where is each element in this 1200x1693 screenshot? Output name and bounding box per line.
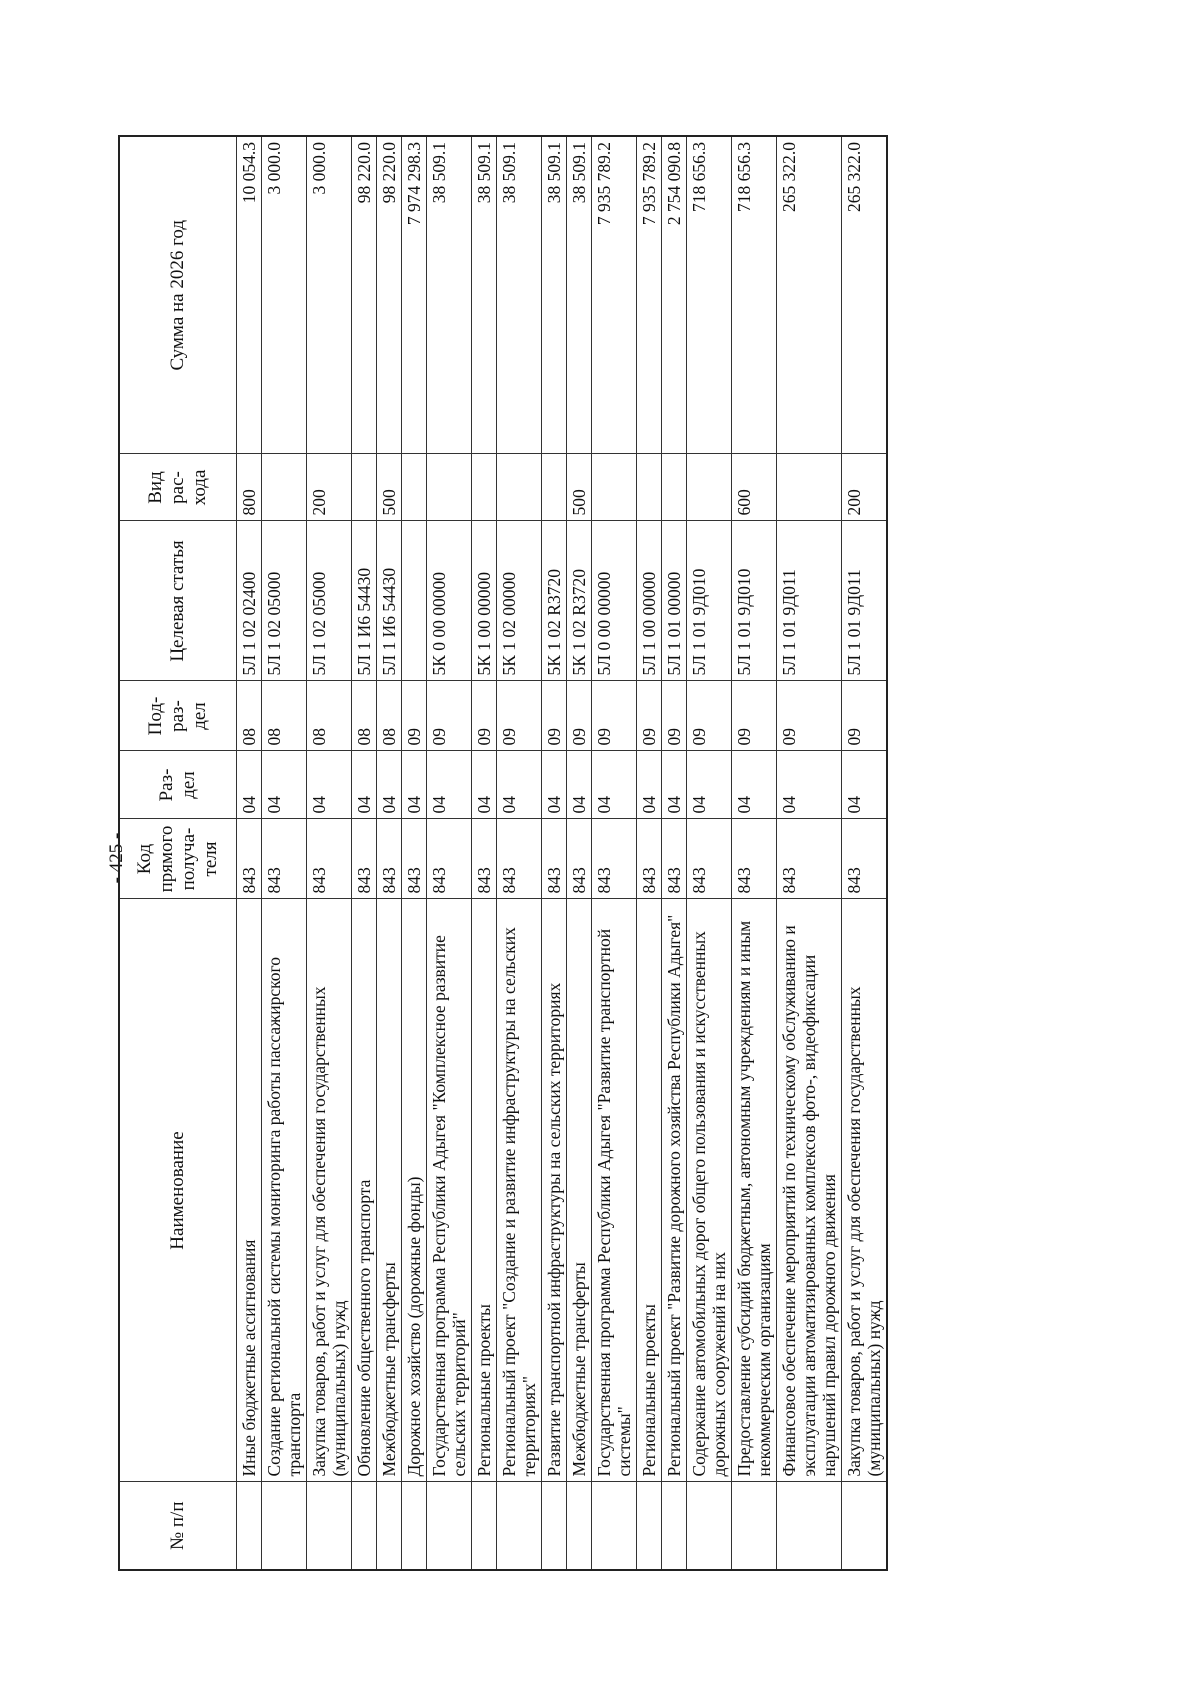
cell-pp xyxy=(687,1482,732,1570)
cell-section: 04 xyxy=(842,751,888,819)
header-target-article: Целевая статья xyxy=(119,521,237,681)
cell-section: 04 xyxy=(592,751,637,819)
cell-name: Содержание автомобильных дорог общего пользования и искусственных дорожных сооружений на них xyxy=(687,899,732,1482)
cell-name: Региональные проекты xyxy=(472,899,497,1482)
cell-subsection: 08 xyxy=(352,681,377,751)
cell-name: Региональный проект "Создание и развитие инфраструктуры на сельских территориях" xyxy=(497,899,542,1482)
cell-section: 04 xyxy=(262,751,307,819)
cell-recipient-code: 843 xyxy=(472,819,497,899)
cell-pp xyxy=(377,1482,402,1570)
cell-expense-type: 500 xyxy=(567,454,592,521)
cell-recipient-code: 843 xyxy=(427,819,472,899)
table-row xyxy=(472,136,497,1570)
cell-sum: 3 000.0 xyxy=(307,136,352,454)
cell-sum: 718 656.3 xyxy=(687,136,732,454)
cell-recipient-code: 843 xyxy=(237,819,262,899)
cell-name: Закупка товаров, работ и услуг для обеспечения государственных (муниципальных) нужд xyxy=(307,899,352,1482)
cell-target-article: 5Л 1 01 00000 xyxy=(662,521,687,681)
cell-subsection: 09 xyxy=(592,681,637,751)
cell-sum: 265 322.0 xyxy=(842,136,888,454)
cell-expense-type xyxy=(497,454,542,521)
cell-subsection: 09 xyxy=(542,681,567,751)
cell-pp xyxy=(662,1482,687,1570)
cell-pp xyxy=(402,1482,427,1570)
table-row xyxy=(377,136,402,1570)
cell-sum: 38 509.1 xyxy=(427,136,472,454)
cell-expense-type xyxy=(777,454,842,521)
cell-pp xyxy=(592,1482,637,1570)
cell-subsection: 09 xyxy=(427,681,472,751)
cell-recipient-code: 843 xyxy=(592,819,637,899)
table-row xyxy=(777,136,842,1570)
table-header xyxy=(119,136,237,1570)
budget-table xyxy=(118,135,888,1571)
table-row xyxy=(637,136,662,1570)
table-body xyxy=(237,136,888,1570)
cell-sum: 38 509.1 xyxy=(542,136,567,454)
cell-pp xyxy=(542,1482,567,1570)
cell-target-article: 5К 1 00 00000 xyxy=(472,521,497,681)
cell-recipient-code: 843 xyxy=(352,819,377,899)
cell-name: Межбюджетные трансферты xyxy=(567,899,592,1482)
cell-sum: 718 656.3 xyxy=(732,136,777,454)
cell-expense-type xyxy=(592,454,637,521)
cell-pp xyxy=(777,1482,842,1570)
header-expense-type: Вид рас-хода xyxy=(119,454,237,521)
cell-pp xyxy=(472,1482,497,1570)
cell-subsection: 09 xyxy=(637,681,662,751)
cell-pp xyxy=(352,1482,377,1570)
cell-subsection: 09 xyxy=(662,681,687,751)
cell-expense-type xyxy=(472,454,497,521)
cell-sum: 7 935 789.2 xyxy=(592,136,637,454)
table-row xyxy=(732,136,777,1570)
cell-pp xyxy=(307,1482,352,1570)
cell-target-article: 5Л 1 И6 54430 xyxy=(377,521,402,681)
cell-target-article: 5Л 1 00 00000 xyxy=(637,521,662,681)
cell-pp xyxy=(637,1482,662,1570)
table-row xyxy=(427,136,472,1570)
cell-name: Развитие транспортной инфраструктуры на сельских территориях xyxy=(542,899,567,1482)
cell-section: 04 xyxy=(352,751,377,819)
cell-recipient-code: 843 xyxy=(307,819,352,899)
cell-name: Государственная программа Республики Адыгея "Развитие транспортной системы" xyxy=(592,899,637,1482)
cell-target-article: 5К 1 02 00000 xyxy=(497,521,542,681)
cell-target-article: 5Л 1 И6 54430 xyxy=(352,521,377,681)
cell-target-article: 5К 0 00 00000 xyxy=(427,521,472,681)
table-row xyxy=(497,136,542,1570)
cell-name: Создание региональной системы мониторинга работы пассажирского транспорта xyxy=(262,899,307,1482)
cell-target-article: 5Л 1 02 05000 xyxy=(262,521,307,681)
cell-name: Предоставление субсидий бюджетным, автономным учреждениям и иным некоммерческим организациям xyxy=(732,899,777,1482)
table-row xyxy=(307,136,352,1570)
cell-section: 04 xyxy=(687,751,732,819)
cell-expense-type: 600 xyxy=(732,454,777,521)
cell-name: Региональные проекты xyxy=(637,899,662,1482)
rotated-page-content xyxy=(118,137,1062,1571)
cell-subsection: 08 xyxy=(377,681,402,751)
cell-name: Дорожное хозяйство (дорожные фонды) xyxy=(402,899,427,1482)
table-row xyxy=(592,136,637,1570)
table-row xyxy=(662,136,687,1570)
cell-pp xyxy=(262,1482,307,1570)
header-pp: № п/п xyxy=(119,1482,237,1570)
table-row xyxy=(402,136,427,1570)
cell-subsection: 09 xyxy=(402,681,427,751)
cell-expense-type xyxy=(352,454,377,521)
header-sum-2026: Сумма на 2026 год xyxy=(119,136,237,454)
cell-target-article: 5Л 1 01 9Д011 xyxy=(842,521,888,681)
cell-subsection: 08 xyxy=(307,681,352,751)
cell-section: 04 xyxy=(402,751,427,819)
cell-name: Иные бюджетные ассигнования xyxy=(237,899,262,1482)
cell-target-article: 5К 1 02 R3720 xyxy=(567,521,592,681)
cell-expense-type xyxy=(427,454,472,521)
cell-sum: 98 220.0 xyxy=(377,136,402,454)
cell-sum: 7 974 298.3 xyxy=(402,136,427,454)
cell-expense-type: 800 xyxy=(237,454,262,521)
table-row xyxy=(237,136,262,1570)
cell-section: 04 xyxy=(637,751,662,819)
cell-pp xyxy=(732,1482,777,1570)
cell-pp xyxy=(497,1482,542,1570)
cell-subsection: 09 xyxy=(687,681,732,751)
cell-sum: 98 220.0 xyxy=(352,136,377,454)
cell-recipient-code: 843 xyxy=(377,819,402,899)
cell-sum: 38 509.1 xyxy=(472,136,497,454)
cell-expense-type: 200 xyxy=(307,454,352,521)
cell-pp xyxy=(842,1482,888,1570)
cell-expense-type: 500 xyxy=(377,454,402,521)
cell-subsection: 09 xyxy=(842,681,888,751)
header-section: Раз-дел xyxy=(119,751,237,819)
cell-recipient-code: 843 xyxy=(662,819,687,899)
cell-recipient-code: 843 xyxy=(637,819,662,899)
cell-target-article xyxy=(402,521,427,681)
cell-subsection: 09 xyxy=(497,681,542,751)
cell-recipient-code: 843 xyxy=(567,819,592,899)
cell-section: 04 xyxy=(377,751,402,819)
cell-name: Межбюджетные трансферты xyxy=(377,899,402,1482)
cell-pp xyxy=(427,1482,472,1570)
cell-subsection: 09 xyxy=(472,681,497,751)
cell-section: 04 xyxy=(427,751,472,819)
cell-subsection: 08 xyxy=(237,681,262,751)
table-row xyxy=(542,136,567,1570)
table-row xyxy=(842,136,888,1570)
cell-recipient-code: 843 xyxy=(732,819,777,899)
cell-subsection: 09 xyxy=(567,681,592,751)
table-row xyxy=(262,136,307,1570)
cell-recipient-code: 843 xyxy=(542,819,567,899)
cell-subsection: 09 xyxy=(777,681,842,751)
cell-name: Закупка товаров, работ и услуг для обеспечения государственных (муниципальных) нужд xyxy=(842,899,888,1482)
cell-expense-type xyxy=(637,454,662,521)
cell-target-article: 5Л 1 02 05000 xyxy=(307,521,352,681)
cell-recipient-code: 843 xyxy=(687,819,732,899)
cell-sum: 38 509.1 xyxy=(497,136,542,454)
cell-expense-type xyxy=(687,454,732,521)
header-subsection: Под-раз-дел xyxy=(119,681,237,751)
cell-recipient-code: 843 xyxy=(497,819,542,899)
cell-section: 04 xyxy=(567,751,592,819)
cell-section: 04 xyxy=(497,751,542,819)
header-name: Наименование xyxy=(119,899,237,1482)
cell-expense-type xyxy=(542,454,567,521)
cell-sum: 265 322.0 xyxy=(777,136,842,454)
cell-name: Финансовое обеспечение мероприятий по техническому обслуживанию и эксплуатации автоматизированных комплексов фото-, видеофиксации нарушений правил дорожного движения xyxy=(777,899,842,1482)
cell-recipient-code: 843 xyxy=(402,819,427,899)
cell-subsection: 08 xyxy=(262,681,307,751)
cell-name: Обновление общественного транспорта xyxy=(352,899,377,1482)
table-row xyxy=(687,136,732,1570)
cell-name: Региональный проект "Развитие дорожного хозяйства Республики Адыгея" xyxy=(662,899,687,1482)
cell-section: 04 xyxy=(307,751,352,819)
table-row xyxy=(567,136,592,1570)
cell-subsection: 09 xyxy=(732,681,777,751)
cell-sum: 7 935 789.2 xyxy=(637,136,662,454)
cell-section: 04 xyxy=(237,751,262,819)
cell-sum: 10 054.3 xyxy=(237,136,262,454)
cell-pp xyxy=(567,1482,592,1570)
cell-sum: 2 754 090.8 xyxy=(662,136,687,454)
cell-section: 04 xyxy=(542,751,567,819)
header-row xyxy=(119,136,237,1570)
cell-target-article: 5Л 1 01 9Д010 xyxy=(687,521,732,681)
cell-section: 04 xyxy=(472,751,497,819)
cell-section: 04 xyxy=(662,751,687,819)
cell-sum: 3 000.0 xyxy=(262,136,307,454)
cell-recipient-code: 843 xyxy=(262,819,307,899)
cell-expense-type xyxy=(662,454,687,521)
cell-sum: 38 509.1 xyxy=(567,136,592,454)
cell-target-article: 5Л 0 00 00000 xyxy=(592,521,637,681)
cell-section: 04 xyxy=(732,751,777,819)
cell-pp xyxy=(237,1482,262,1570)
cell-target-article: 5К 1 02 R3720 xyxy=(542,521,567,681)
cell-recipient-code: 843 xyxy=(842,819,888,899)
cell-recipient-code: 843 xyxy=(777,819,842,899)
cell-expense-type: 200 xyxy=(842,454,888,521)
page-number: - 425 - xyxy=(106,832,127,884)
cell-expense-type xyxy=(402,454,427,521)
cell-name: Государственная программа Республики Адыгея "Комплексное развитие сельских территорий" xyxy=(427,899,472,1482)
table-row xyxy=(352,136,377,1570)
cell-target-article: 5Л 1 01 9Д011 xyxy=(777,521,842,681)
header-recipient-code: Код прямого получа-теля xyxy=(119,819,237,899)
cell-target-article: 5Л 1 01 9Д010 xyxy=(732,521,777,681)
cell-target-article: 5Л 1 02 02400 xyxy=(237,521,262,681)
cell-expense-type xyxy=(262,454,307,521)
cell-section: 04 xyxy=(777,751,842,819)
